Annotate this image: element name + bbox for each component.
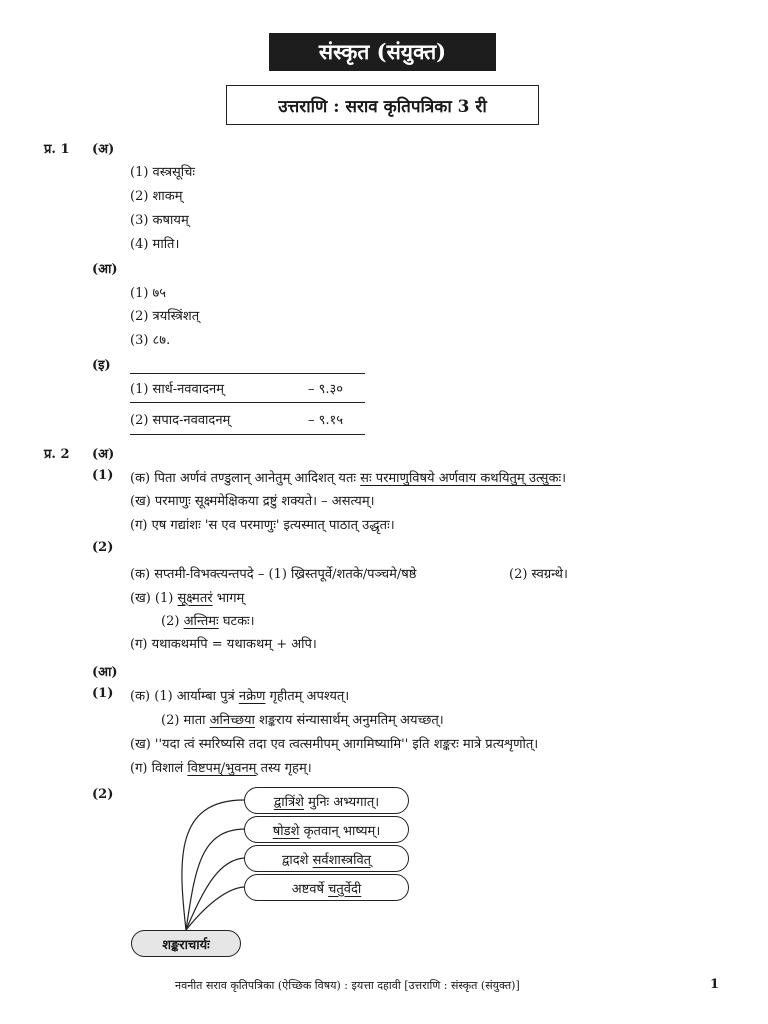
q1-a-item-1: (1) वस्त्रसूचिः xyxy=(130,165,196,180)
q1-a-label: (अ) xyxy=(92,142,115,157)
q1-aa-item-2: (2) त्रयस्त्रिंशत् xyxy=(130,309,200,324)
time-row-2-value: – ९.१५ xyxy=(308,413,344,428)
page-number: 1 xyxy=(710,977,720,992)
footer-text: नवनीत सराव कृतिपत्रिका (ऐच्छिक विषय) : इयत्ता दहावी [उत्तराणि : संस्कृत (संयुक्त)] xyxy=(175,979,520,992)
q2-aa-2-num: (2) xyxy=(92,787,114,802)
time-row-1-value: – ९.३० xyxy=(308,382,344,397)
q1-i-label: (इ) xyxy=(92,358,111,373)
web-pill-1: द्वात्रिंशे मुनिः अभ्यगात्। xyxy=(244,787,409,814)
q1-aa-item-1: (1) ७५ xyxy=(130,286,167,301)
time-row-2-text: (2) सपाद-नववादनम् xyxy=(130,413,231,428)
q1-a-item-3: (3) कषायम् xyxy=(130,213,189,228)
web-pill-4: अष्टवर्षे चतुर्वेदी xyxy=(244,874,409,901)
question-1-label: प्र. 1 xyxy=(44,142,70,157)
q2-a-1-ka: (क) पिता अर्णवं तण्डुलान् आनेतुम् आदिशत् यतः सः परमाणुविषये अर्णवाय कथयितुम् उत्सुकः। xyxy=(130,471,567,486)
time-row-1-text: (1) सार्ध-नववादनम् xyxy=(130,382,225,397)
page-subtitle: उत्तराणि : सराव कृतिपत्रिका 3 री xyxy=(226,85,539,125)
q1-a-item-4: (4) माति। xyxy=(130,237,180,252)
q1-aa-item-3: (3) ८७. xyxy=(130,333,171,348)
q2-a-1-kha: (ख) परमाणुः सूक्ष्ममेक्षिकया द्रष्टुं शक्यते। – असत्यम्। xyxy=(130,494,375,509)
question-2-label: प्र. 2 xyxy=(44,447,70,462)
q2-aa-1-num: (1) xyxy=(92,686,114,701)
q1-aa-label: (आ) xyxy=(92,262,118,277)
q2-a-2-num: (2) xyxy=(92,540,114,555)
q2-a-1-ga: (ग) एष गद्यांशः 'स एव परमाणुः' इत्यस्मात् पाठात् उद्धृतः। xyxy=(130,518,395,533)
web-pill-3: द्वादशे सर्वशास्त्रवित् xyxy=(244,845,409,872)
q2-aa-1-ga: (ग) विशालं विष्टपम्/भुवनम् तस्य गृहम्। xyxy=(130,761,312,776)
web-root-pill: शङ्कराचार्यः xyxy=(131,930,241,957)
page-title: संस्कृत (संयुक्त) xyxy=(269,33,496,71)
web-pill-2: षोडशे कृतवान् भाष्यम्। xyxy=(244,816,409,843)
q2-a-2-ka: (क) सप्तमी-विभक्त्यन्तपदे – (1) ख्रिस्तपूर्वे/शतके/पञ्चमे/षष्ठे xyxy=(130,567,417,582)
q2-a-1-num: (1) xyxy=(92,468,114,483)
q2-aa-label: (आ) xyxy=(92,665,118,680)
q2-aa-1-kha: (ख) ''यदा त्वं स्मरिष्यसि तदा एव त्वत्समीपम् आगमिष्यामि'' इति शङ्करः मात्रे प्रत्यशृणोत्। xyxy=(130,737,539,752)
q1-a-item-2: (2) शाकम् xyxy=(130,189,183,204)
q2-a-2-ka-2: (2) स्वग्रन्थे। xyxy=(509,567,568,582)
q2-a-2-kha-1: (ख) (1) सूक्ष्मतरं भागम् xyxy=(130,591,245,606)
q2-a-label: (अ) xyxy=(92,447,115,462)
q2-aa-1-ka-2: (2) माता अनिच्छया शङ्कराय संन्यासार्थम् अनुमतिम् अयच्छत्। xyxy=(161,713,444,728)
q2-aa-1-ka-1: (क) (1) आर्याम्बा पुत्रं नक्रेण गृहीतम् अपश्यत्। xyxy=(130,689,350,704)
q2-a-2-kha-2: (2) अन्तिमः घटकः। xyxy=(161,614,255,629)
q2-a-2-ga: (ग) यथाकथमपि = यथाकथम् + अपि। xyxy=(130,637,317,652)
